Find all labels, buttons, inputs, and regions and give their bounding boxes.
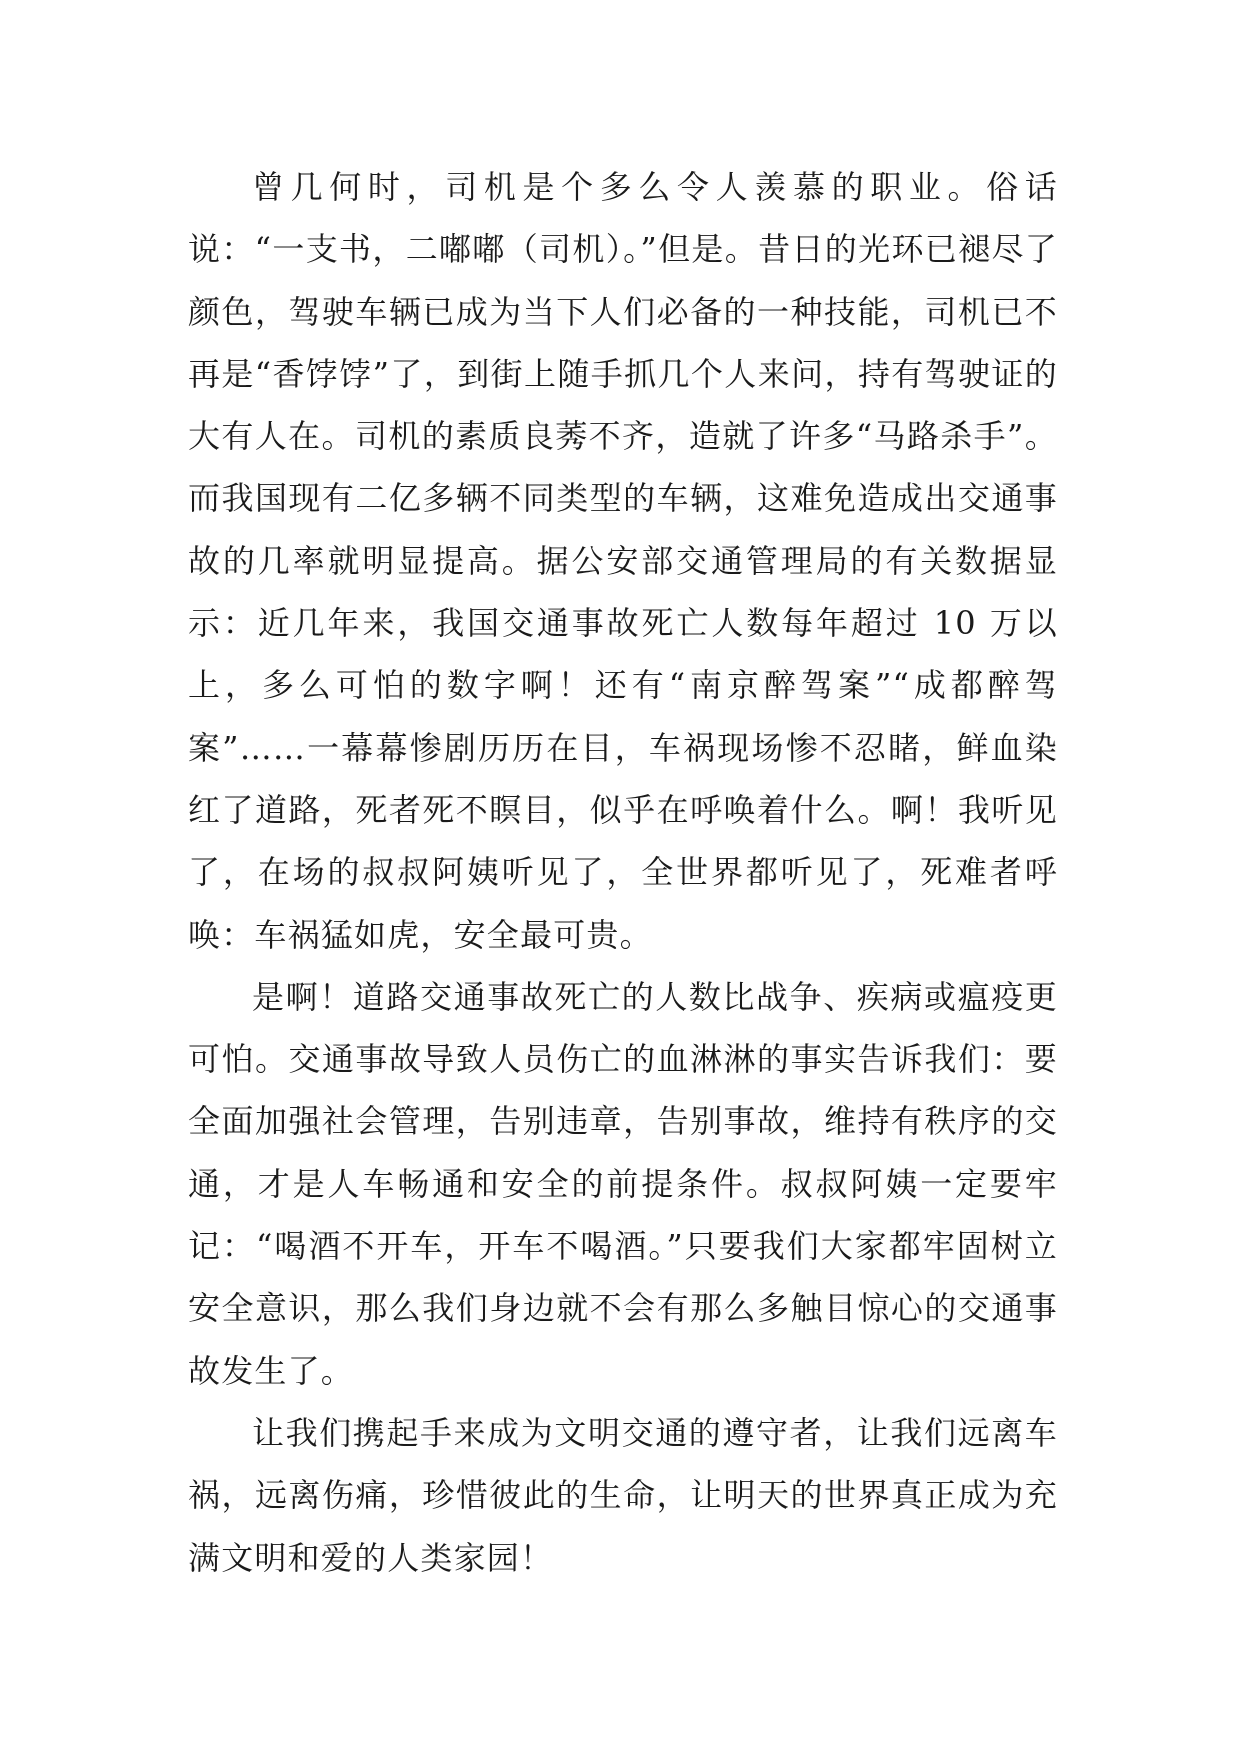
paragraph-3: 让我们携起手来成为文明交通的遵守者，让我们远离车祸，远离伤痛，珍惜彼此的生命，让明天的世界真正成为充满文明和爱的人类家园！	[188, 1413, 1058, 1577]
document-body	[188, 156, 1058, 1589]
paragraph-1: 曾几何时，司机是个多么令人羡慕的职业。俗话说：“一支书，二嘟嘟（司机）。”但是。昔日的光环已褪尽了颜色，驾驶车辆已成为当下人们必备的一种技能，司机已不再是“香饽饽”了，到街上随手抓几个人来问，持有驾驶证的大有人在。司机的素质良莠不齐，造就了许多“马路杀手”。而我国现有二亿多辆不同类型的车辆，这难免造成出交通事故的几率就明显提高。据公安部交通管理局的有关数据显示：近几年来，我国交通事故死亡人数每年超过 10 万以上，多么可怕的数字啊！还有“南京醉驾案”“成都醉驾案”……一幕幕惨剧历历在目，车祸现场惨不忍睹，鲜血染红了道路，死者死不瞑目，似乎在呼唤着什么。啊！我听见了，在场的叔叔阿姨听见了，全世界都听见了，死难者呼唤：车祸猛如虎，安全最可贵。	[188, 168, 1058, 954]
paragraph-2: 是啊！道路交通事故死亡的人数比战争、疾病或瘟疫更可怕。交通事故导致人员伤亡的血淋淋的事实告诉我们：要全面加强社会管理，告别违章，告别事故，维持有秩序的交通，才是人车畅通和安全的前提条件。叔叔阿姨一定要牢记：“喝酒不开车，开车不喝酒。”只要我们大家都牢固树立安全意识，那么我们身边就不会有那么多触目惊心的交通事故发生了。	[188, 977, 1058, 1390]
